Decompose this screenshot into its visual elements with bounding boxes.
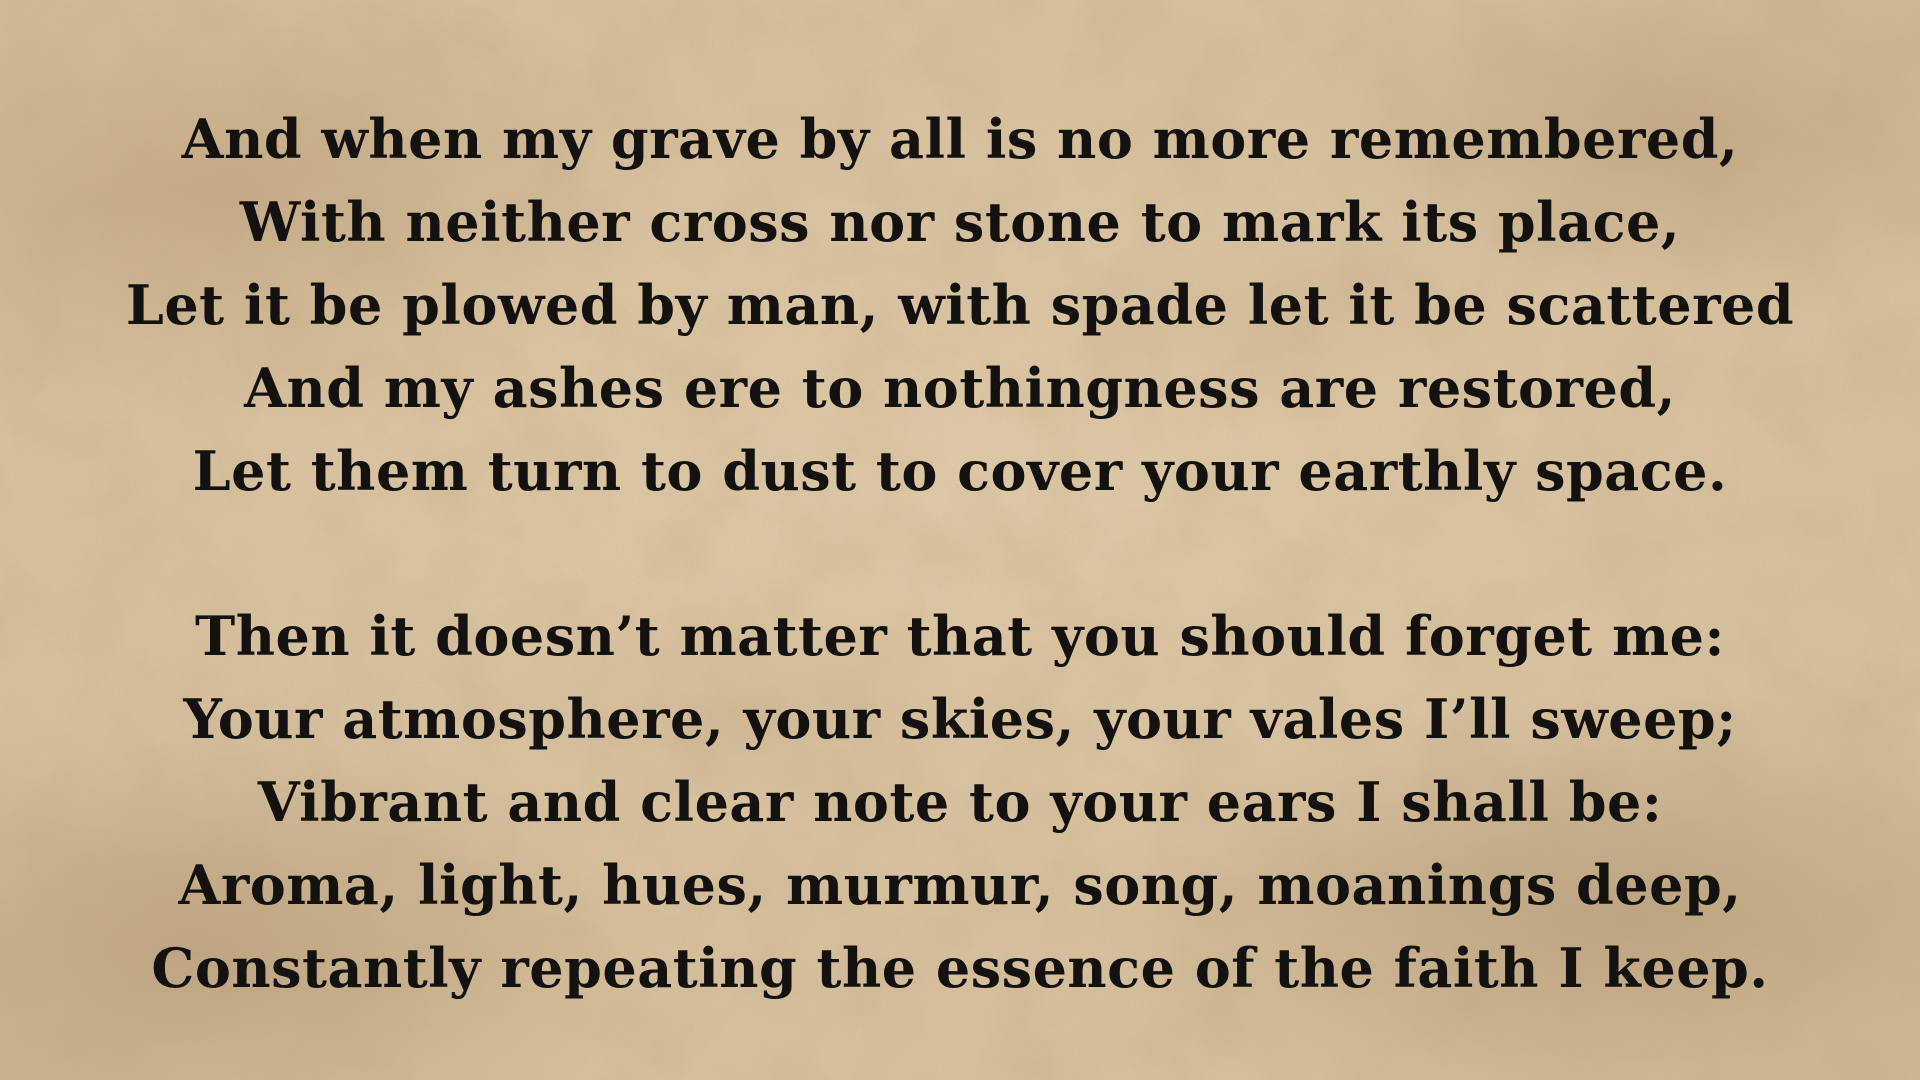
poem-line: Aroma, light, hues, murmur, song, moanings deep,: [178, 853, 1742, 917]
poem-line: Your atmosphere, your skies, your vales I’ll sweep;: [183, 687, 1737, 751]
poem-line: Vibrant and clear note to your ears I shall be:: [257, 770, 1663, 834]
poem-line: With neither cross nor stone to mark its place,: [239, 190, 1681, 254]
stanza-1: [0, 98, 1920, 513]
stanza-divider: [0, 513, 1920, 595]
poem-line: And when my grave by all is no more remembered,: [181, 107, 1739, 171]
poem-line: Let them turn to dust to cover your earthly space.: [192, 439, 1728, 503]
poem-line: Then it doesn’t matter that you should forget me:: [195, 604, 1725, 668]
poem-line: Constantly repeating the essence of the faith I keep.: [151, 936, 1769, 1000]
stanza-2: [0, 595, 1920, 1010]
poem: [0, 98, 1920, 1010]
poem-line: Let it be plowed by man, with spade let it be scattered: [125, 273, 1795, 337]
poem-line: And my ashes ere to nothingness are restored,: [244, 356, 1676, 420]
